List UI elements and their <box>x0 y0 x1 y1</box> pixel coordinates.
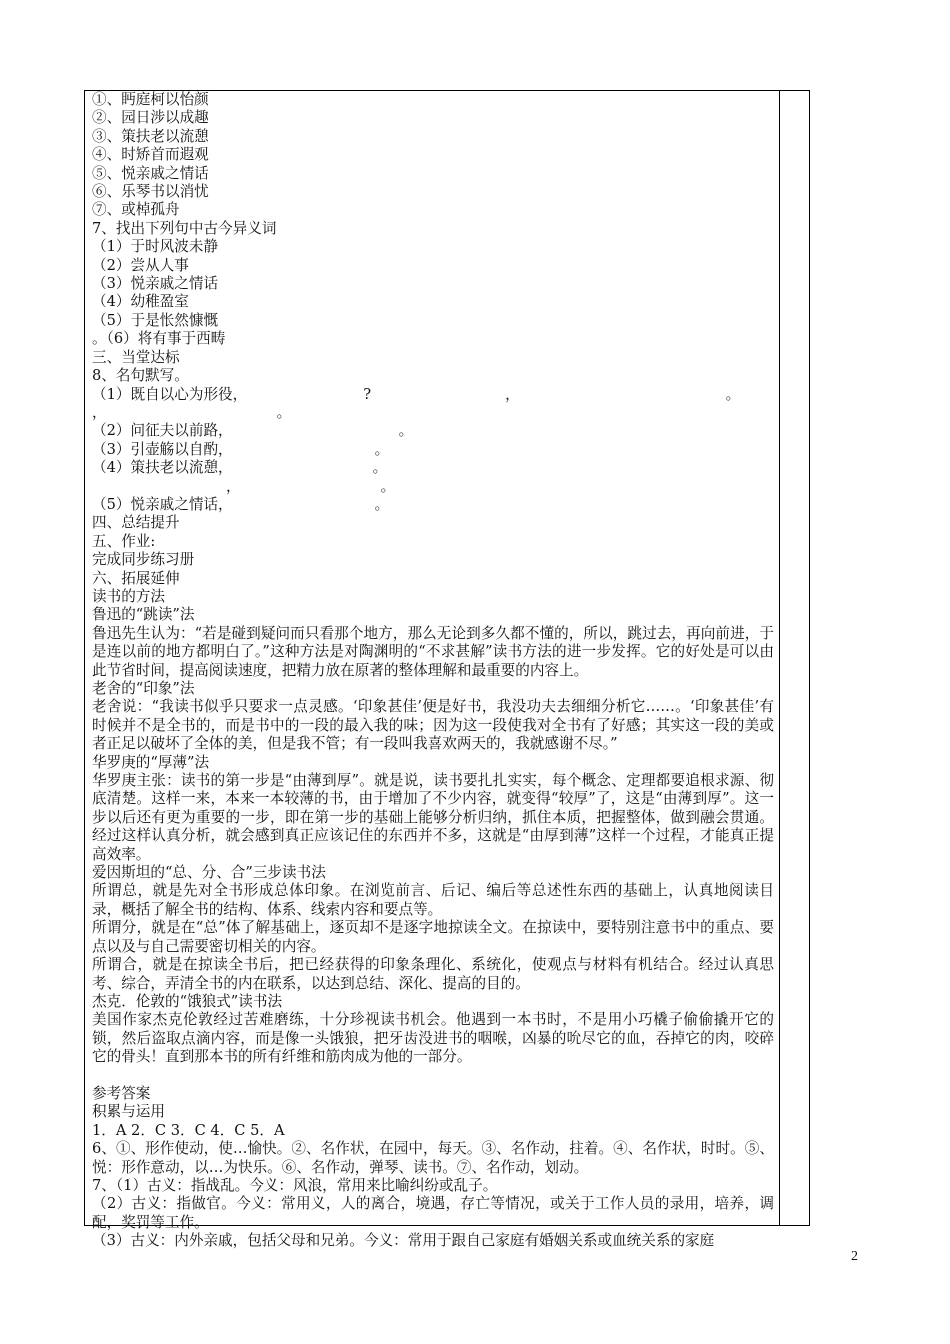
text-line: ⑤、悦亲戚之情话 <box>92 164 209 182</box>
method-heading: 鲁迅的“跳读”法 <box>92 606 195 624</box>
section-heading: 三、当堂达标 <box>92 348 180 366</box>
fill-blank-1: （1）既自以心为形役， ? ， 。 <box>92 385 741 403</box>
fill-blank-5: （5）悦亲戚之情话， 。 <box>92 495 390 513</box>
section-heading: 四、总结提升 <box>92 514 180 532</box>
text-line: （4）幼稚盈室 <box>92 293 189 311</box>
text-line: ①、眄庭柯以怡颜 <box>92 91 209 108</box>
fill-blank-2: （2）问征夫以前路， 。 <box>92 422 414 440</box>
paragraph: 老舍说：“我读书似乎只要求一点灵感。‘印象甚佳’便是好书，我没功夫去细细分析它……。‘印象甚佳’有时候并不是全书的，而是书中的一段的最入我的味；因为这一段使我对全书有了好感；其实这一段的美或者正足以破坏了全体的美，但是我不管；有一段叫我喜欢两天的，我就感谢不尽。” <box>92 698 774 753</box>
section-heading: 六、拓展延伸 <box>92 569 180 587</box>
subsection-heading: 读书的方法 <box>92 587 165 605</box>
text-line: ④、时矫首而遐观 <box>92 146 209 164</box>
text-line: （2）尝从人事 <box>92 256 189 274</box>
reading-methods-and-answers <box>92 625 774 1251</box>
text-line: 完成同步练习册 <box>92 551 195 569</box>
heading-line: 老舍的“印象”法 <box>92 680 195 697</box>
question-heading: 8、名句默写。 <box>92 367 189 385</box>
fill-blank-4-continued: ， 。 <box>226 477 396 495</box>
fill-blank-4: （4）策扶老以流憩， 。 <box>92 459 388 477</box>
heading-line: 积累与运用 <box>92 1103 165 1121</box>
heading-line: 1．A 2．C 3．C 4．C 5．A <box>92 1121 285 1139</box>
paragraph: 所谓总，就是先对全书形成总体印象。在浏览前言、后记、编后等总述性东西的基础上，认真地阅读目录，概括了解全书的结构、体系、线索内容和要点等。 <box>92 882 774 918</box>
text-line: （3）悦亲戚之情话 <box>92 275 219 293</box>
text-line: ③、策扶老以流憩 <box>92 127 209 145</box>
text-line: ②、园日涉以成趣 <box>92 109 209 127</box>
blank-line <box>92 1067 774 1085</box>
section-heading: 五、作业: <box>92 532 156 550</box>
text-line: ⑦、或棹孤舟 <box>92 201 180 219</box>
paragraph: 鲁迅先生认为：“若是碰到疑问而只看那个地方，那么无论到多久都不懂的，所以，跳过去，再向前进，于是连以前的地方都明白了。”这种方法是对陶渊明的“不求甚解”读书方法的进一步发挥。它的好处是可以由此节省时间，提高阅读速度，把精力放在原著的整体理解和最重要的内容上。 <box>92 624 774 679</box>
heading-line: 参考答案 <box>92 1084 151 1102</box>
page-number: 2 <box>851 1249 858 1264</box>
heading-line: 华罗庚的“厚薄”法 <box>92 753 210 771</box>
paragraph: 所谓分，就是在“总”体了解基础上，逐页却不是逐字地掠读全文。在掠读中，要特别注意书中的重点、要点以及与自己需要密切相关的内容。 <box>92 919 774 955</box>
heading-line: 爱因斯坦的“总、分、合”三步读书法 <box>92 864 326 882</box>
lesson-content <box>92 91 774 1251</box>
paragraph: 美国作家杰克伦敦经过苦难磨练，十分珍视读书机会。他遇到一本书时，不是用小巧橇子偷偷撬开它的锁，然后盗取点滴内容，而是像一头饿狼，把牙齿没进书的咽喉，凶暴的吮尽它的血，吞掉它的肉，咬碎它的骨头！直到那本书的所有纤维和筋肉成为他的一部分。 <box>92 1011 774 1066</box>
paragraph: 6、①、形作使动，使…愉快。②、名作状，在园中，每天。③、名作动，拄着。④、名作状，时时。⑤、悦：形作意动，以…为快乐。⑥、名作动，弹琴、读书。⑦、名作动，划动。 <box>92 1140 774 1176</box>
fill-blank-3: （3）引壶觞以自酌， 。 <box>92 440 390 458</box>
paragraph: 华罗庚主张：读书的第一步是“由薄到厚”。就是说，读书要扎扎实实，每个概念、定理都要追根求源、彻底清楚。这样一来，本来一本较薄的书，由于增加了不少内容，就变得“较厚”了，这是“由薄到厚”。这一步以后还有更为重要的一步，即在第一步的基础上能够分析归纳，抓住本质，把握整体，做到融会贯通。经过这样认真分析，就会感到真正应该记住的东西并不多，这就是“由厚到薄”这样一个过程，才能真正提高效率。 <box>92 772 774 863</box>
text-line: 。（6）将有事于西畴 <box>92 330 226 348</box>
table-column-divider <box>779 90 780 1226</box>
heading-line: 杰克．伦敦的“饿狼式”读书法 <box>92 992 283 1010</box>
paragraph: （2）古义：指做官。今义：常用义，人的离合，境遇，存亡等情况，或关于工作人员的录用，培养，调 配，奖罚等工作。 <box>92 1195 774 1231</box>
heading-line: （3）古义：内外亲戚，包括父母和兄弟。今义：常用于跟自己家庭有婚姻关系或血统关系的家庭 <box>92 1232 715 1250</box>
question-heading: 7、找出下列句中古今异义词 <box>92 219 277 237</box>
fill-blank-1-continued: ， 。 <box>92 403 292 421</box>
text-line: （1）于时风波未静 <box>92 238 219 256</box>
heading-line: 7、（1）古义：指战乱。今义：风浪，常用来比喻纠纷或乱子。 <box>92 1176 498 1194</box>
text-line: ⑥、乐琴书以消忧 <box>92 183 209 201</box>
text-line: （5）于是怅然慷慨 <box>92 311 219 329</box>
paragraph: 所谓合，就是在掠读全书后，把已经获得的印象条理化、系统化，使观点与材料有机结合。经过认真思考、综合，弄清全书的内在联系，以达到总结、深化、提高的目的。 <box>92 956 774 992</box>
